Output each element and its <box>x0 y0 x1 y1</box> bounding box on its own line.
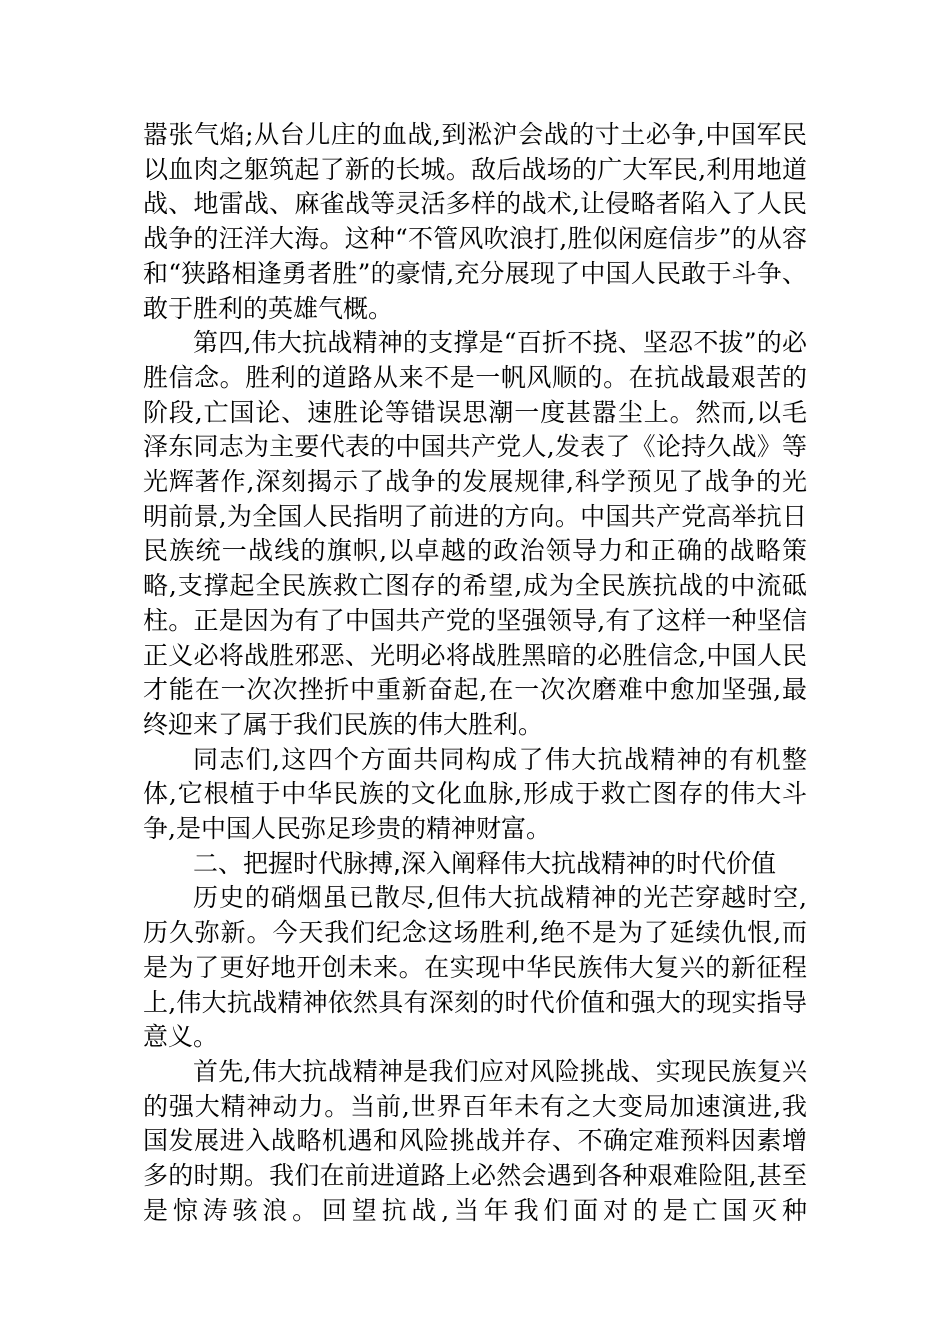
paragraph-fourth-spirit: 第四,伟大抗战精神的支撑是“百折不挠、坚忍不拔”的必胜信念。胜利的道路从来不是一帆风顺的。在抗战最艰苦的阶段,亡国论、速胜论等错误思潮一度甚嚣尘上。然而,以毛泽东同志为主要代表的中国共产党人,发表了《论持久战》等光辉著作,深刻揭示了战争的发展规律,科学预见了战争的光明前景,为全国人民指明了前进的方向。中国共产党高举抗日民族统一战线的旗帜,以卓越的政治领导力和正确的战略策略,支撑起全民族救亡图存的希望,成为全民族抗战的中流砥柱。正是因为有了中国共产党的坚强领导,有了这样一种坚信正义必将战胜邪恶、光明必将战胜黑暗的必胜信念,中国人民才能在一次次挫折中重新奋起,在一次次磨难中愈加坚强,最终迎来了属于我们民族的伟大胜利。 <box>143 328 807 739</box>
paragraph-first-point: 首先,伟大抗战精神是我们应对风险挑战、实现民族复兴的强大精神动力。当前,世界百年未有之大变局加速演进,我国发展进入战略机遇和风险挑战并存、不确定难预料因素增多的时期。我们在前进道路上必然会遇到各种艰难险阻,甚至是惊涛骇浪。回望抗战,当年我们面对的是亡国灭种 <box>143 1056 807 1225</box>
paragraph-summary: 同志们,这四个方面共同构成了伟大抗战精神的有机整体,它根植于中华民族的文化血脉,形成于救亡图存的伟大斗争,是中国人民弥足珍贵的精神财富。 <box>143 744 807 844</box>
paragraph-continuation: 嚣张气焰;从台儿庄的血战,到淞沪会战的寸土必争,中国军民以血肉之躯筑起了新的长城。敌后战场的广大军民,利用地道战、地雷战、麻雀战等灵活多样的战术,让侵略者陷入了人民战争的汪洋大海。这种“不管风吹浪打,胜似闲庭信步”的从容和“狭路相逢勇者胜”的豪情,充分展现了中国人民敢于斗争、敢于胜利的英雄气概。 <box>143 120 807 323</box>
document-body <box>143 118 807 1229</box>
section-heading: 二、把握时代脉搏,深入阐释伟大抗战精神的时代价值 <box>193 848 776 878</box>
paragraph-historical-value: 历史的硝烟虽已散尽,但伟大抗战精神的光芒穿越时空,历久弥新。今天我们纪念这场胜利,绝不是为了延续仇恨,而是为了更好地开创未来。在实现中华民族伟大复兴的新征程上,伟大抗战精神依然具有深刻的时代价值和强大的现实指导意义。 <box>143 883 807 1052</box>
